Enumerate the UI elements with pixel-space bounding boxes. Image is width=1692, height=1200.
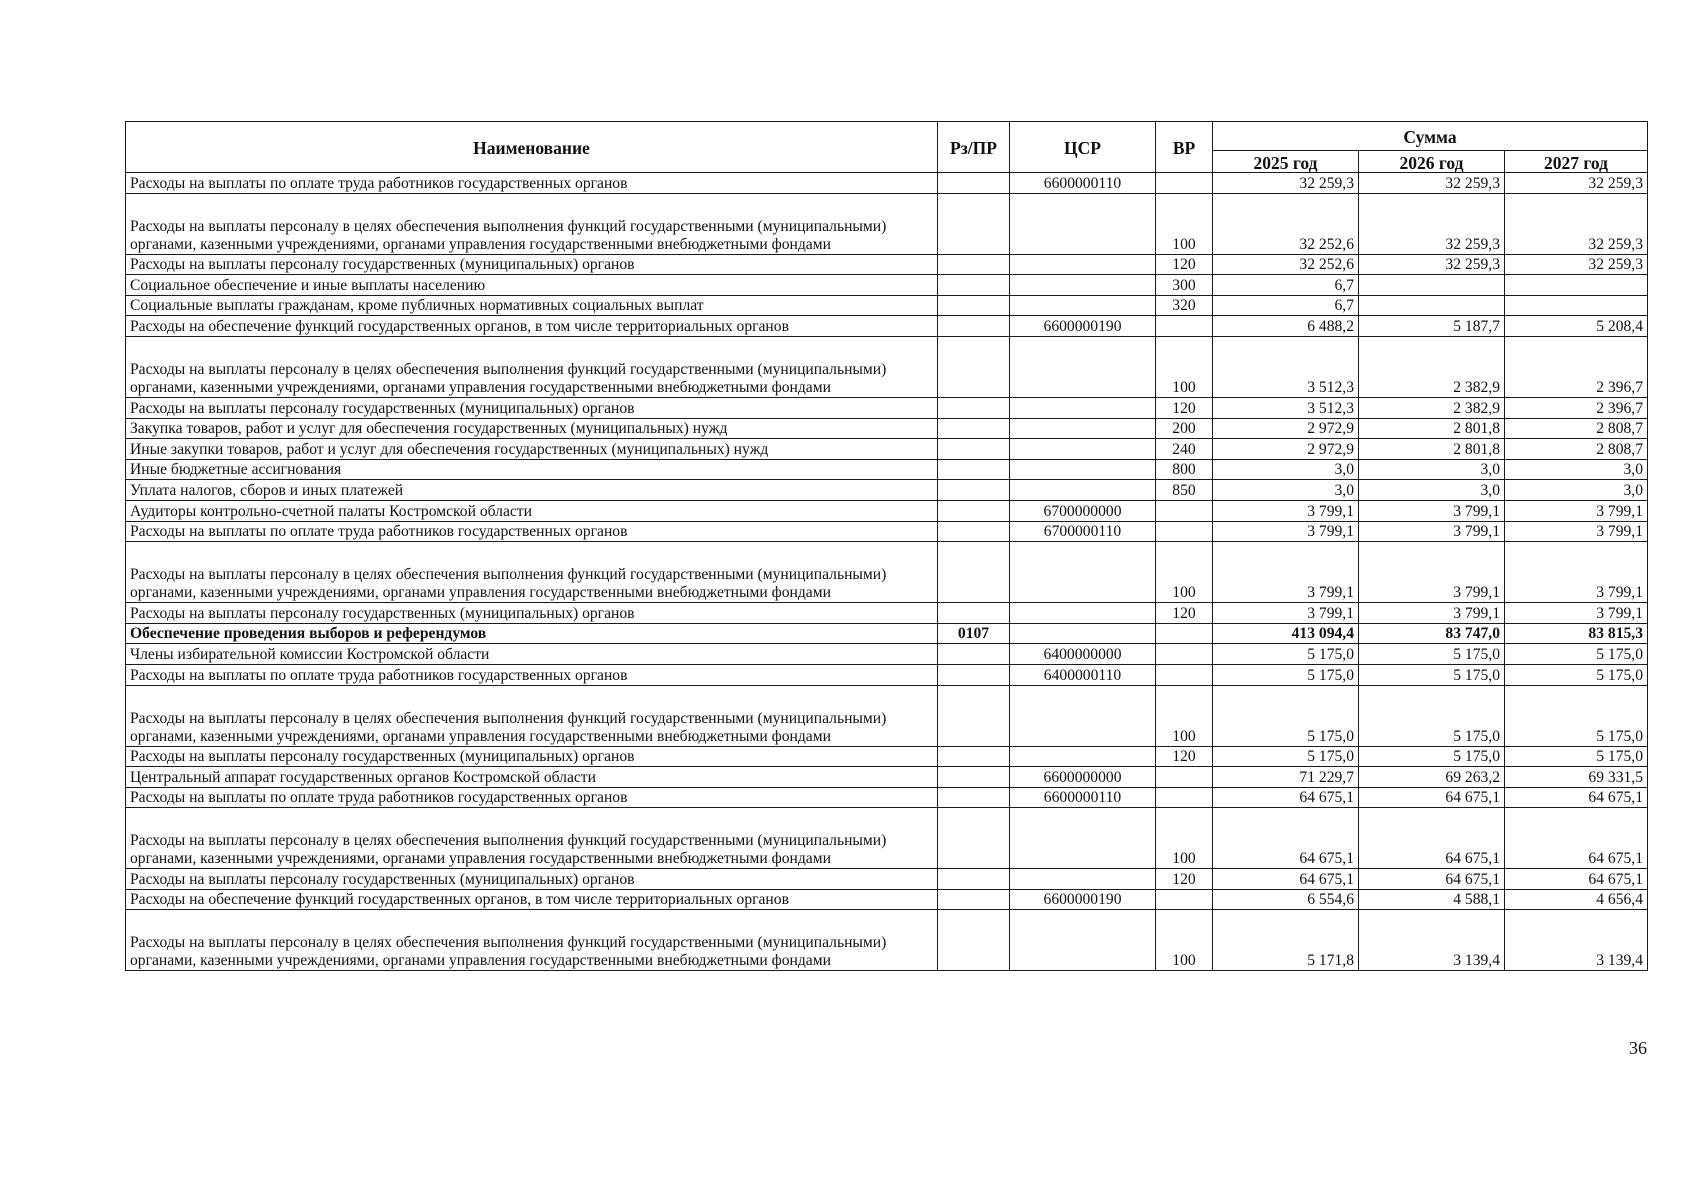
cell-vr: 100 bbox=[1156, 193, 1213, 254]
cell-name: Социальное обеспечение и иные выплаты населению bbox=[126, 275, 938, 296]
cell-2027: 3 799,1 bbox=[1505, 500, 1648, 521]
table-row bbox=[126, 808, 1648, 869]
table-row bbox=[126, 869, 1648, 890]
cell-rzpr bbox=[938, 767, 1010, 788]
table-row bbox=[126, 295, 1648, 316]
table-row bbox=[126, 746, 1648, 767]
cell-vr bbox=[1156, 787, 1213, 808]
cell-csr bbox=[1010, 603, 1156, 624]
cell-csr: 6700000000 bbox=[1010, 500, 1156, 521]
table-row bbox=[126, 193, 1648, 254]
cell-vr: 100 bbox=[1156, 910, 1213, 971]
cell-2025: 6,7 bbox=[1213, 275, 1359, 296]
cell-2025: 5 175,0 bbox=[1213, 746, 1359, 767]
cell-rzpr bbox=[938, 295, 1010, 316]
cell-name: Расходы на выплаты персоналу в целях обеспечения выполнения функций государственными (муниципальными) органами, казенными учреждениями, органами управления государственными внебюджетными фондами bbox=[126, 910, 938, 971]
cell-2027: 2 808,7 bbox=[1505, 439, 1648, 460]
cell-rzpr bbox=[938, 808, 1010, 869]
cell-csr bbox=[1010, 623, 1156, 644]
cell-vr bbox=[1156, 644, 1213, 665]
cell-2026: 5 175,0 bbox=[1359, 644, 1505, 665]
table-row bbox=[126, 787, 1648, 808]
cell-2027: 32 259,3 bbox=[1505, 193, 1648, 254]
cell-rzpr bbox=[938, 644, 1010, 665]
cell-2026: 2 382,9 bbox=[1359, 336, 1505, 397]
cell-2027: 3 799,1 bbox=[1505, 603, 1648, 624]
cell-2026: 3 799,1 bbox=[1359, 500, 1505, 521]
cell-2026: 3 799,1 bbox=[1359, 542, 1505, 603]
cell-2027: 5 208,4 bbox=[1505, 316, 1648, 337]
cell-2027: 3 799,1 bbox=[1505, 542, 1648, 603]
cell-name: Расходы на выплаты по оплате труда работников государственных органов bbox=[126, 521, 938, 542]
table-row bbox=[126, 664, 1648, 685]
cell-vr: 120 bbox=[1156, 254, 1213, 275]
cell-2025: 5 175,0 bbox=[1213, 664, 1359, 685]
cell-name: Расходы на выплаты персоналу государственных (муниципальных) органов bbox=[126, 254, 938, 275]
cell-rzpr bbox=[938, 418, 1010, 439]
cell-csr: 6600000190 bbox=[1010, 316, 1156, 337]
cell-vr: 120 bbox=[1156, 603, 1213, 624]
cell-rzpr bbox=[938, 910, 1010, 971]
table-row bbox=[126, 459, 1648, 480]
table-row bbox=[126, 767, 1648, 788]
table-row bbox=[126, 439, 1648, 460]
cell-rzpr bbox=[938, 275, 1010, 296]
cell-2026 bbox=[1359, 275, 1505, 296]
cell-2025: 3 799,1 bbox=[1213, 500, 1359, 521]
cell-2027: 3 139,4 bbox=[1505, 910, 1648, 971]
cell-2025: 32 252,6 bbox=[1213, 254, 1359, 275]
cell-2025: 2 972,9 bbox=[1213, 418, 1359, 439]
cell-name: Расходы на выплаты персоналу в целях обеспечения выполнения функций государственными (муниципальными) органами, казенными учреждениями, органами управления государственными внебюджетными фондами bbox=[126, 336, 938, 397]
cell-vr: 240 bbox=[1156, 439, 1213, 460]
cell-2027: 32 259,3 bbox=[1505, 173, 1648, 194]
header-csr: ЦСР bbox=[1010, 122, 1156, 173]
cell-2025: 64 675,1 bbox=[1213, 869, 1359, 890]
cell-vr: 100 bbox=[1156, 685, 1213, 746]
cell-2025: 32 252,6 bbox=[1213, 193, 1359, 254]
cell-name: Расходы на выплаты персоналу в целях обеспечения выполнения функций государственными (муниципальными) органами, казенными учреждениями, органами управления государственными внебюджетными фондами bbox=[126, 193, 938, 254]
cell-name: Члены избирательной комиссии Костромской области bbox=[126, 644, 938, 665]
cell-2027 bbox=[1505, 275, 1648, 296]
cell-csr bbox=[1010, 459, 1156, 480]
cell-2027: 32 259,3 bbox=[1505, 254, 1648, 275]
cell-vr: 320 bbox=[1156, 295, 1213, 316]
cell-csr bbox=[1010, 336, 1156, 397]
cell-rzpr bbox=[938, 664, 1010, 685]
cell-vr bbox=[1156, 623, 1213, 644]
cell-vr: 120 bbox=[1156, 746, 1213, 767]
cell-2026: 3 139,4 bbox=[1359, 910, 1505, 971]
cell-rzpr bbox=[938, 316, 1010, 337]
cell-vr: 200 bbox=[1156, 418, 1213, 439]
cell-2026 bbox=[1359, 295, 1505, 316]
cell-name: Уплата налогов, сборов и иных платежей bbox=[126, 480, 938, 501]
header-vr: ВР bbox=[1156, 122, 1213, 173]
table-row bbox=[126, 336, 1648, 397]
cell-csr: 6600000190 bbox=[1010, 889, 1156, 910]
table-row bbox=[126, 173, 1648, 194]
cell-2025: 64 675,1 bbox=[1213, 808, 1359, 869]
cell-vr bbox=[1156, 521, 1213, 542]
cell-2025: 32 259,3 bbox=[1213, 173, 1359, 194]
cell-rzpr bbox=[938, 336, 1010, 397]
cell-csr: 6700000110 bbox=[1010, 521, 1156, 542]
header-rzpr: Рз/ПР bbox=[938, 122, 1010, 173]
cell-2027: 5 175,0 bbox=[1505, 746, 1648, 767]
cell-rzpr bbox=[938, 397, 1010, 418]
cell-csr bbox=[1010, 808, 1156, 869]
cell-rzpr bbox=[938, 889, 1010, 910]
cell-name: Иные закупки товаров, работ и услуг для обеспечения государственных (муниципальных) нужд bbox=[126, 439, 938, 460]
cell-2027: 64 675,1 bbox=[1505, 787, 1648, 808]
cell-name: Расходы на выплаты по оплате труда работников государственных органов bbox=[126, 664, 938, 685]
cell-2027: 4 656,4 bbox=[1505, 889, 1648, 910]
cell-2026: 64 675,1 bbox=[1359, 808, 1505, 869]
cell-2027: 69 331,5 bbox=[1505, 767, 1648, 788]
cell-rzpr: 0107 bbox=[938, 623, 1010, 644]
cell-2027: 64 675,1 bbox=[1505, 869, 1648, 890]
cell-rzpr bbox=[938, 603, 1010, 624]
cell-vr bbox=[1156, 173, 1213, 194]
cell-csr bbox=[1010, 254, 1156, 275]
cell-2025: 2 972,9 bbox=[1213, 439, 1359, 460]
table-row bbox=[126, 418, 1648, 439]
cell-name: Иные бюджетные ассигнования bbox=[126, 459, 938, 480]
cell-vr: 100 bbox=[1156, 808, 1213, 869]
cell-2026: 3,0 bbox=[1359, 459, 1505, 480]
cell-rzpr bbox=[938, 459, 1010, 480]
page-number: 36 bbox=[1629, 1038, 1647, 1058]
table-row bbox=[126, 316, 1648, 337]
cell-2025: 3 799,1 bbox=[1213, 521, 1359, 542]
header-sum: Сумма bbox=[1213, 122, 1648, 151]
cell-csr bbox=[1010, 193, 1156, 254]
cell-csr bbox=[1010, 746, 1156, 767]
cell-csr: 6600000110 bbox=[1010, 173, 1156, 194]
cell-2027: 3 799,1 bbox=[1505, 521, 1648, 542]
cell-2026: 83 747,0 bbox=[1359, 623, 1505, 644]
cell-2026: 3,0 bbox=[1359, 480, 1505, 501]
cell-vr: 850 bbox=[1156, 480, 1213, 501]
cell-2025: 5 175,0 bbox=[1213, 644, 1359, 665]
cell-2026: 3 799,1 bbox=[1359, 521, 1505, 542]
table-header bbox=[126, 122, 1648, 173]
cell-name: Расходы на выплаты персоналу государственных (муниципальных) органов bbox=[126, 869, 938, 890]
cell-csr bbox=[1010, 685, 1156, 746]
cell-vr: 100 bbox=[1156, 336, 1213, 397]
cell-2026: 5 175,0 bbox=[1359, 746, 1505, 767]
cell-rzpr bbox=[938, 746, 1010, 767]
cell-2026: 4 588,1 bbox=[1359, 889, 1505, 910]
cell-csr bbox=[1010, 418, 1156, 439]
cell-rzpr bbox=[938, 173, 1010, 194]
cell-name: Расходы на выплаты персоналу государственных (муниципальных) органов bbox=[126, 746, 938, 767]
table-row bbox=[126, 623, 1648, 644]
cell-csr bbox=[1010, 910, 1156, 971]
cell-csr bbox=[1010, 397, 1156, 418]
cell-2026: 2 801,8 bbox=[1359, 418, 1505, 439]
table-row bbox=[126, 500, 1648, 521]
cell-csr: 6600000110 bbox=[1010, 787, 1156, 808]
cell-csr: 6600000000 bbox=[1010, 767, 1156, 788]
cell-2025: 6,7 bbox=[1213, 295, 1359, 316]
cell-2026: 32 259,3 bbox=[1359, 254, 1505, 275]
cell-vr bbox=[1156, 767, 1213, 788]
cell-rzpr bbox=[938, 480, 1010, 501]
cell-2027: 2 396,7 bbox=[1505, 397, 1648, 418]
table-row bbox=[126, 685, 1648, 746]
cell-2026: 3 799,1 bbox=[1359, 603, 1505, 624]
cell-name: Обеспечение проведения выборов и референдумов bbox=[126, 623, 938, 644]
cell-vr bbox=[1156, 664, 1213, 685]
cell-2027 bbox=[1505, 295, 1648, 316]
cell-2026: 69 263,2 bbox=[1359, 767, 1505, 788]
cell-name: Расходы на выплаты персоналу в целях обеспечения выполнения функций государственными (муниципальными) органами, казенными учреждениями, органами управления государственными внебюджетными фондами bbox=[126, 808, 938, 869]
table-row bbox=[126, 644, 1648, 665]
cell-name: Социальные выплаты гражданам, кроме публичных нормативных социальных выплат bbox=[126, 295, 938, 316]
cell-rzpr bbox=[938, 500, 1010, 521]
cell-2027: 5 175,0 bbox=[1505, 664, 1648, 685]
cell-name: Центральный аппарат государственных органов Костромской области bbox=[126, 767, 938, 788]
cell-rzpr bbox=[938, 685, 1010, 746]
cell-csr bbox=[1010, 295, 1156, 316]
cell-2026: 2 382,9 bbox=[1359, 397, 1505, 418]
cell-2025: 3 799,1 bbox=[1213, 542, 1359, 603]
table-row bbox=[126, 910, 1648, 971]
cell-vr bbox=[1156, 889, 1213, 910]
cell-rzpr bbox=[938, 521, 1010, 542]
cell-name: Расходы на выплаты персоналу в целях обеспечения выполнения функций государственными (муниципальными) органами, казенными учреждениями, органами управления государственными внебюджетными фондами bbox=[126, 685, 938, 746]
cell-2026: 2 801,8 bbox=[1359, 439, 1505, 460]
table-row bbox=[126, 603, 1648, 624]
cell-vr: 100 bbox=[1156, 542, 1213, 603]
cell-2025: 71 229,7 bbox=[1213, 767, 1359, 788]
cell-name: Расходы на выплаты по оплате труда работников государственных органов bbox=[126, 173, 938, 194]
cell-name: Расходы на выплаты персоналу государственных (муниципальных) органов bbox=[126, 397, 938, 418]
cell-2025: 6 488,2 bbox=[1213, 316, 1359, 337]
cell-rzpr bbox=[938, 439, 1010, 460]
cell-2027: 83 815,3 bbox=[1505, 623, 1648, 644]
cell-2025: 3 512,3 bbox=[1213, 397, 1359, 418]
table-row bbox=[126, 889, 1648, 910]
cell-vr: 120 bbox=[1156, 397, 1213, 418]
cell-2025: 413 094,4 bbox=[1213, 623, 1359, 644]
table-row bbox=[126, 397, 1648, 418]
cell-2025: 5 171,8 bbox=[1213, 910, 1359, 971]
table-row bbox=[126, 275, 1648, 296]
cell-name: Аудиторы контрольно-счетной палаты Костромской области bbox=[126, 500, 938, 521]
cell-csr bbox=[1010, 480, 1156, 501]
cell-2026: 5 175,0 bbox=[1359, 685, 1505, 746]
cell-2027: 2 396,7 bbox=[1505, 336, 1648, 397]
cell-2027: 64 675,1 bbox=[1505, 808, 1648, 869]
cell-name: Расходы на обеспечение функций государственных органов, в том числе территориальных органов bbox=[126, 316, 938, 337]
cell-rzpr bbox=[938, 787, 1010, 808]
cell-csr bbox=[1010, 439, 1156, 460]
cell-2027: 3,0 bbox=[1505, 459, 1648, 480]
cell-2026: 64 675,1 bbox=[1359, 869, 1505, 890]
cell-2025: 64 675,1 bbox=[1213, 787, 1359, 808]
cell-2026: 5 175,0 bbox=[1359, 664, 1505, 685]
cell-2026: 64 675,1 bbox=[1359, 787, 1505, 808]
table-row bbox=[126, 254, 1648, 275]
table-row bbox=[126, 542, 1648, 603]
cell-name: Расходы на выплаты персоналу государственных (муниципальных) органов bbox=[126, 603, 938, 624]
table-body bbox=[126, 173, 1648, 971]
cell-csr: 6400000000 bbox=[1010, 644, 1156, 665]
header-name: Наименование bbox=[126, 122, 938, 173]
cell-rzpr bbox=[938, 869, 1010, 890]
cell-2025: 3 512,3 bbox=[1213, 336, 1359, 397]
cell-2027: 2 808,7 bbox=[1505, 418, 1648, 439]
cell-vr: 120 bbox=[1156, 869, 1213, 890]
budget-table bbox=[125, 121, 1648, 971]
cell-vr bbox=[1156, 316, 1213, 337]
cell-vr bbox=[1156, 500, 1213, 521]
header-year-2027: 2027 год bbox=[1505, 151, 1648, 173]
cell-2027: 5 175,0 bbox=[1505, 685, 1648, 746]
cell-2026: 32 259,3 bbox=[1359, 193, 1505, 254]
cell-name: Расходы на обеспечение функций государственных органов, в том числе территориальных органов bbox=[126, 889, 938, 910]
cell-csr: 6400000110 bbox=[1010, 664, 1156, 685]
cell-rzpr bbox=[938, 193, 1010, 254]
header-year-2026: 2026 год bbox=[1359, 151, 1505, 173]
cell-2025: 3,0 bbox=[1213, 459, 1359, 480]
cell-vr: 300 bbox=[1156, 275, 1213, 296]
cell-2025: 3 799,1 bbox=[1213, 603, 1359, 624]
table-row bbox=[126, 521, 1648, 542]
header-year-2025: 2025 год bbox=[1213, 151, 1359, 173]
cell-2027: 5 175,0 bbox=[1505, 644, 1648, 665]
cell-name: Расходы на выплаты персоналу в целях обеспечения выполнения функций государственными (муниципальными) органами, казенными учреждениями, органами управления государственными внебюджетными фондами bbox=[126, 542, 938, 603]
cell-name: Расходы на выплаты по оплате труда работников государственных органов bbox=[126, 787, 938, 808]
table-row bbox=[126, 480, 1648, 501]
cell-rzpr bbox=[938, 254, 1010, 275]
cell-name: Закупка товаров, работ и услуг для обеспечения государственных (муниципальных) нужд bbox=[126, 418, 938, 439]
cell-csr bbox=[1010, 542, 1156, 603]
cell-vr: 800 bbox=[1156, 459, 1213, 480]
cell-rzpr bbox=[938, 542, 1010, 603]
cell-2026: 5 187,7 bbox=[1359, 316, 1505, 337]
cell-2025: 3,0 bbox=[1213, 480, 1359, 501]
cell-2027: 3,0 bbox=[1505, 480, 1648, 501]
cell-csr bbox=[1010, 275, 1156, 296]
cell-2025: 6 554,6 bbox=[1213, 889, 1359, 910]
cell-2025: 5 175,0 bbox=[1213, 685, 1359, 746]
cell-2026: 32 259,3 bbox=[1359, 173, 1505, 194]
cell-csr bbox=[1010, 869, 1156, 890]
